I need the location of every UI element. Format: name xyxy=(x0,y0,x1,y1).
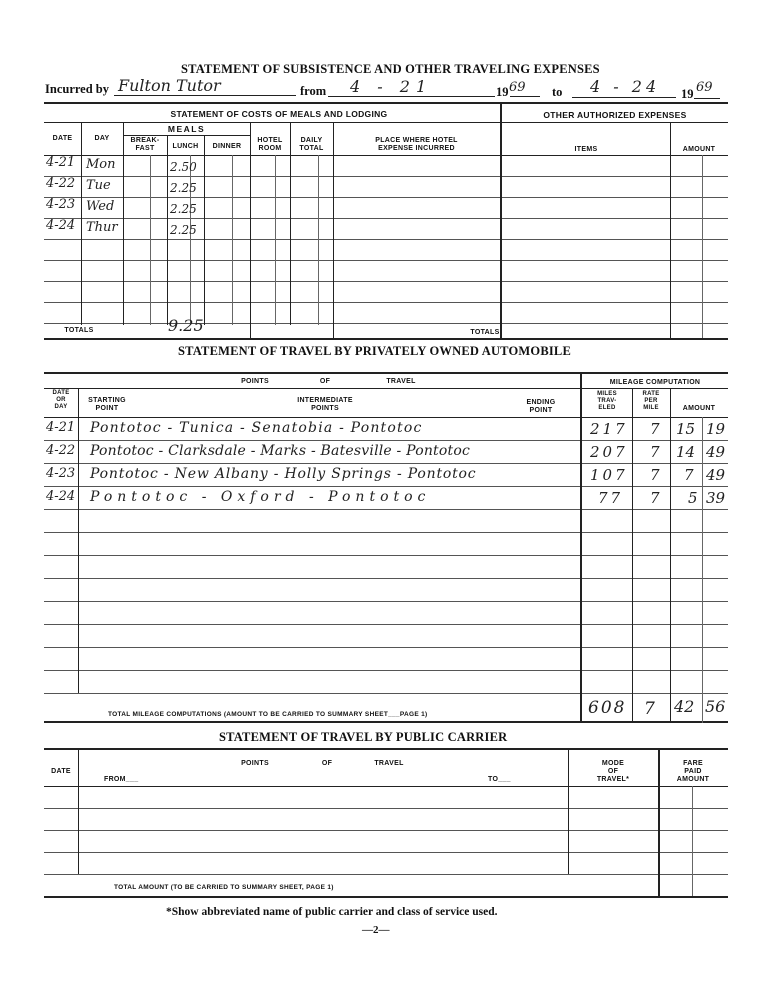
public-col-from: FROM___ xyxy=(104,776,139,783)
meal-date: 4-23 xyxy=(46,197,76,212)
public-col-date: DATE xyxy=(51,768,71,775)
meals-totals-label: TOTALS xyxy=(64,327,94,334)
from-label: from xyxy=(300,84,327,98)
col-meals: MEALS xyxy=(167,124,206,134)
auto-dollars: 5 xyxy=(688,489,698,507)
public-col-points: POINTS xyxy=(241,760,269,767)
year-prefix-1: 19 xyxy=(496,85,509,99)
meal-date: 4-22 xyxy=(46,176,76,191)
auto-date: 4-23 xyxy=(46,466,76,481)
auto-miles: 217 xyxy=(590,420,628,438)
meal-day: Wed xyxy=(86,199,115,214)
col-day: DAY xyxy=(94,135,110,142)
auto-cents: 49 xyxy=(706,443,726,461)
incurred-label: Incurred by xyxy=(45,82,110,96)
auto-miles: 207 xyxy=(590,443,628,461)
public-col-travel: TRAVEL xyxy=(374,760,404,767)
auto-date: 4-21 xyxy=(46,420,76,435)
col-amount: AMOUNT xyxy=(682,146,716,153)
year-prefix-2: 19 xyxy=(681,87,694,101)
meal-date: 4-21 xyxy=(46,155,76,170)
auto-miles: 107 xyxy=(590,466,628,484)
meal-lunch: 2.25 xyxy=(170,223,197,237)
place-totals-label: TOTALS xyxy=(470,329,500,336)
col-lunch: LUNCH xyxy=(172,143,199,150)
lunch-total: 9.25 xyxy=(168,316,204,335)
auto-rate: 7 xyxy=(650,420,660,438)
public-total-label: TOTAL AMOUNT (TO BE CARRIED TO SUMMARY SHEET, PAGE 1) xyxy=(114,884,334,891)
auto-col-rate: RATE PER MILE xyxy=(642,391,660,411)
total-miles: 608 xyxy=(588,698,627,718)
footnote: *Show abbreviated name of public carrier and class of service used. xyxy=(166,906,498,918)
public-col-of: OF xyxy=(321,760,333,767)
col-dinner: DINNER xyxy=(212,143,242,150)
other-expenses-title: OTHER AUTHORIZED EXPENSES xyxy=(543,110,687,120)
auto-dollars: 7 xyxy=(684,466,694,484)
auto-col-date: DATE OR DAY xyxy=(52,390,70,410)
auto-miles: 77 xyxy=(598,489,624,507)
auto-date: 4-22 xyxy=(46,443,76,458)
form-title: STATEMENT OF SUBSISTENCE AND OTHER TRAVELING EXPENSES xyxy=(181,62,600,76)
public-col-to: TO___ xyxy=(488,776,511,783)
auto-col-of: OF xyxy=(319,378,331,385)
col-hotel-room: HOTEL ROOM xyxy=(257,137,283,152)
total-dollars: 42 xyxy=(674,697,695,716)
from-year: 69 xyxy=(509,80,526,95)
auto-cents: 39 xyxy=(706,489,726,507)
auto-dollars: 14 xyxy=(676,443,696,461)
to-date: 4 - 24 xyxy=(590,77,661,96)
from-date: 4 - 21 xyxy=(350,77,433,96)
auto-col-amount: AMOUNT xyxy=(682,405,716,412)
total-rate: 7 xyxy=(644,699,655,719)
total-cents: 56 xyxy=(705,697,726,716)
auto-rate: 7 xyxy=(650,443,660,461)
meal-lunch: 2.25 xyxy=(170,202,197,216)
auto-dollars: 15 xyxy=(676,420,696,438)
auto-col-travel: TRAVEL xyxy=(386,378,416,385)
meal-day: Thur xyxy=(86,220,118,235)
meal-date: 4-24 xyxy=(46,218,76,233)
col-breakfast: BREAK- FAST xyxy=(130,137,160,152)
meal-day: Tue xyxy=(86,178,111,193)
auto-route: Pontotoc - Tunica - Senatobia - Pontotoc xyxy=(90,420,423,436)
auto-rate: 7 xyxy=(650,466,660,484)
mileage-computation-header: MILEAGE COMPUTATION xyxy=(609,379,701,386)
page-number: —2— xyxy=(362,924,390,936)
auto-route: Pontotoc - Clarksdale - Marks - Batesville - Pontotoc xyxy=(90,443,470,459)
auto-col-ending: ENDING POINT xyxy=(526,399,556,414)
auto-col-miles: MILES TRAV- ELED xyxy=(597,391,617,411)
auto-rate: 7 xyxy=(650,489,660,507)
col-date: DATE xyxy=(52,135,73,142)
auto-total-label: TOTAL MILEAGE COMPUTATIONS (AMOUNT TO BE CARRIED TO SUMMARY SHEET___PAGE 1) xyxy=(108,711,428,718)
auto-section-title: STATEMENT OF TRAVEL BY PRIVATELY OWNED AUTOMOBILE xyxy=(178,344,572,358)
to-year: 69 xyxy=(696,80,713,95)
auto-cents: 19 xyxy=(706,420,726,438)
meal-lunch: 2.50 xyxy=(170,160,197,174)
col-items: ITEMS xyxy=(574,146,598,153)
meal-lunch: 2.25 xyxy=(170,181,197,195)
public-col-mode: MODE OF TRAVEL* xyxy=(596,760,630,783)
public-col-fare: FARE PAID AMOUNT xyxy=(676,760,710,783)
meal-day: Mon xyxy=(86,157,116,172)
meals-section-title: STATEMENT OF COSTS OF MEALS AND LODGING xyxy=(170,109,388,119)
auto-col-intermediate: INTERMEDIATE POINTS xyxy=(297,397,353,412)
to-label: to xyxy=(552,85,563,99)
auto-date: 4-24 xyxy=(46,489,76,504)
auto-route: Pontotoc - Oxford - Pontotoc xyxy=(90,489,431,505)
col-place: PLACE WHERE HOTEL EXPENSE INCURRED xyxy=(375,137,458,152)
auto-cents: 49 xyxy=(706,466,726,484)
public-section-title: STATEMENT OF TRAVEL BY PUBLIC CARRIER xyxy=(219,730,508,744)
incurred-by-name: Fulton Tutor xyxy=(118,76,221,95)
auto-col-starting: STARTING POINT xyxy=(88,397,126,412)
auto-col-points: POINTS xyxy=(241,378,269,385)
col-daily-total: DAILY TOTAL xyxy=(299,137,324,152)
auto-route: Pontotoc - New Albany - Holly Springs - Pontotoc xyxy=(90,466,477,482)
